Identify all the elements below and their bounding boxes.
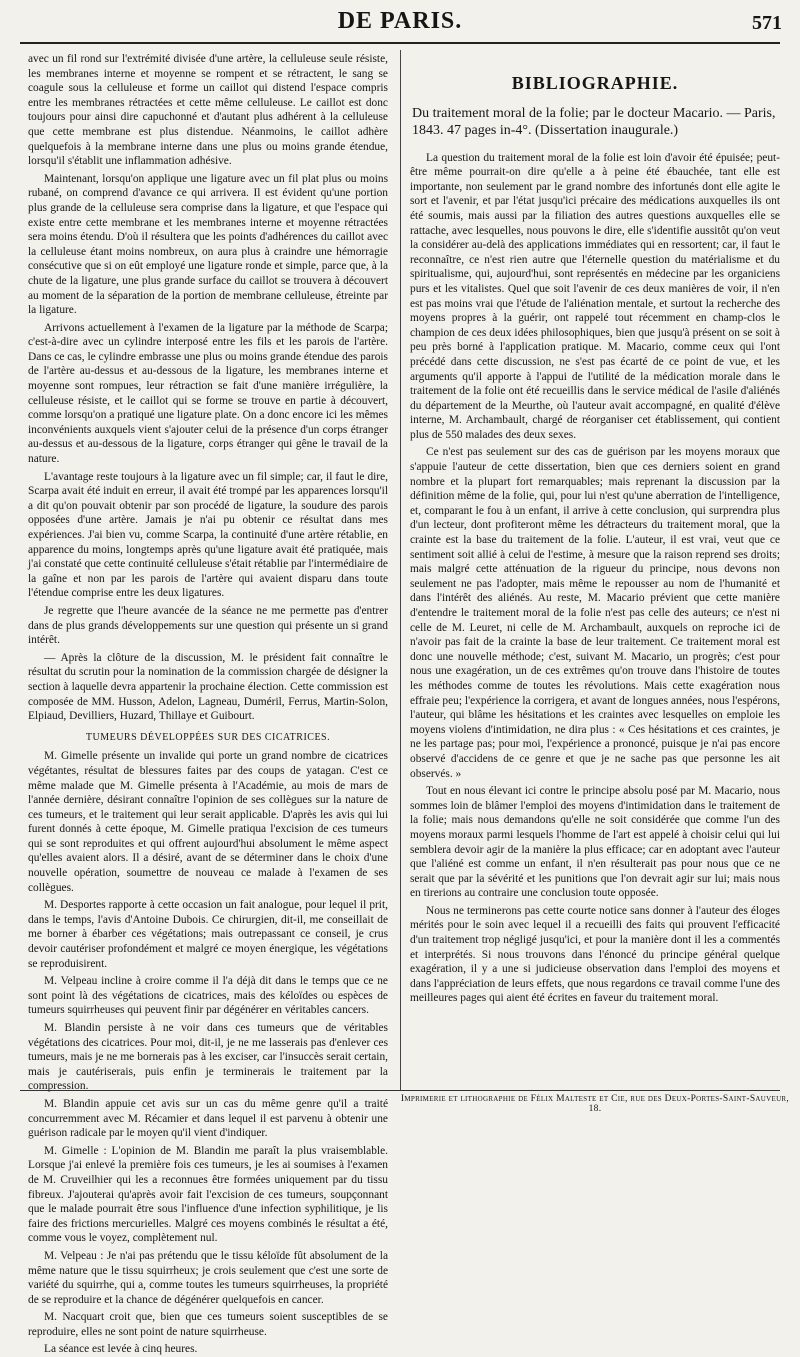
paragraph: La question du traitement moral de la folie est loin d'avoir été épuisée; peut-être même pourrait-on dire qu'elle a à peine été ébauchée, tant elle est importante, non seulement par le grand nombre des infortunés dont elle agite le sort et l'avenir, et par l'état jusqu'ici précaire des médications auxquelles ils ont été soumis, mais aussi par la filiation des autres questions auxquelles elle se rattache, avec lesquelles, nous pouvons le dire, elle s'identifie aussitôt qu'on veut la considérer au-delà des applications immédiates qui en ressortent; car, il faut le reconnaître, ce n'est rien autre que l'éternelle question du matérialisme et du spiritualisme, qui, aujourd'hui, sont représentés en médecine par les organiciens purs et les vitalistes. Quel que soit l'avenir de ces deux manières de voir, il n'en est pas moins vrai que l'étude de l'aliénation mentale, et surtout la recherche des moyens propres à la guérir, ont rappelé tout récemment en champ-clos le champion de ces deux idées philosophiques, bien que jusqu'à présent on se soit à peu près borné à l'application pratique. M. Macario, comme ceux qui l'ont précédé dans cette discussion, ne s'est pas écarté de ce point de vue, et les arguments qu'il apporte à l'appui de l'utilité de la médication morale dans le traitement de la folie ont été recueillis dans le service médical de l'asile d'aliénés du département de la Meurthe, où l'auteur avait accompagné, en qualité d'élève interne, M. Archambault, chargé de réorganiser cet établissement, qui contient plus de 550 malades des deux sexes. (410, 151, 780, 441)
left-column (28, 52, 388, 1356)
newspaper-title: DE PARIS. (337, 8, 463, 34)
session-end: La séance est levée à cinq heures. (44, 1343, 198, 1356)
printer-imprint: Imprimerie et lithographie de Félix Malteste et Cie, rue des Deux-Portes-Saint-Sauveur, 18. (400, 1094, 790, 1114)
column-divider (400, 50, 401, 1090)
page-header (0, 0, 800, 42)
section-heading: TUMEURS DÉVELOPPÉES SUR DES CICATRICES. (85, 731, 331, 743)
paragraph: Je regrette que l'heure avancée de la séance ne me permette pas d'entrer dans de plus grands développements sur une question qui présente un si grand intérêt. (28, 604, 388, 647)
paragraph: M. Gimelle présente un invalide qui porte un grand nombre de cicatrices végétantes, résultat de blessures faites par des coups de yatagan. C'est ce même malade que M. Gimelle présenta à l'Académie, au mois de mars de l'année dernière, désirant connaître l'opinion de ses collègues sur la nature de ces tumeurs, et le traitement qui leur serait applicable. D'après les avis qui lui furent donnés à cette époque, M. Gimelle pratiqua l'excision de ces tumeurs qui se sont reproduites et qui offrent aujourd'hui absolument le même aspect qu'elles avaient alors. Il a désiré, avant de se déterminer dans le choix d'une nouvelle opération, soumettre de nouveau ce malade à l'examen de ses collègues. (28, 750, 388, 894)
page-number: 571 (752, 12, 782, 34)
header-rule (20, 42, 780, 44)
paragraph: M. Gimelle : L'opinion de M. Blandin me paraît la plus vraisemblable. Lorsque j'ai enlevé la première fois ces tumeurs, je les ai soumises à l'examen de M. Cruveilhier qui les a reconnues être formées uniquement par du tissu fibreux. J'ajouterai qu'après avoir fait l'excision de ces tumeurs, soupçonnant que le malade pourrait être sous l'influence d'une infection syphilitique, je lis faire des frictions mercurielles. Malgré ces moyens combinés le résultat a été, comme vous le voyez, complètement nul. (28, 1144, 388, 1245)
paragraph: Maintenant, lorsqu'on applique une ligature avec un fil plat plus ou moins rubané, on comprend d'avance ce qui arrivera. Il est évident qu'une portion plus grande de la celluleuse sera comprise dans la ligature, et que l'espace qui existe entre cette membrane et les membranes interne et moyenne rétractées sera moins étendu. D'où il résultera que les points d'adhérences du caillot avec la celluleuse étant moins nombreux, on aura plus à craindre une hémorragie consécutive que si on eût employé une ligature ronde et simple, parce que, à la chute de la ligature, une plus grande surface du caillot se trouvera à découvert au moment de la séparation de la portion de membrane celluleuse, étreinte par la ligature. (28, 172, 388, 317)
paragraph: M. Blandin persiste à ne voir dans ces tumeurs que de véritables végétations des cicatrices. Pour moi, dit-il, je ne me lasserais pas d'enlever ces tumeurs, mais je ne me bornerais pas à les exciser, car l'insuccès serait certain, mais je cautériserais, puis enfin je terminerais le traitement par la compression. (28, 1022, 388, 1093)
section-heading: BIBLIOGRAPHIE. (511, 73, 679, 93)
book-reference: Du traitement moral de la folie; par le docteur Macario. — Paris, 1843. 47 pages in-4°. (Dissertation inaugurale.) (412, 105, 776, 138)
paragraph: M. Velpeau : Je n'ai pas prétendu que le tissu kéloïde fût absolument de la même nature que le tissu squirrheux; je crois seulement que c'est une sorte de variété du squirrhe, qui a, comme toutes les tumeurs squirrheuses, la propriété de se reproduire et la chance de dégénérer quelquefois en cancer. (28, 1249, 388, 1306)
paragraph: avec un fil rond sur l'extrémité divisée d'une artère, la celluleuse seule résiste, les membranes interne et moyenne se rompent et se rétractent, le sang se coagule sous la celluleuse et forme un caillot qui distend l'espace compris entre les membranes rétractées et cette même celluleuse. Le caillot est donc toujours pour ainsi dire capuchonné et d'autant plus adhérent à la celluleuse que cette membrane est plus distendue. Néanmoins, le caillot adhère quelquefois à la membrane interne dans une plus ou moins grande étendue, lorsqu'il s'établit une inflammation adhésive. (28, 53, 388, 168)
paragraph: L'avantage reste toujours à la ligature avec un fil simple; car, il faut le dire, Scarpa avait été induit en erreur, il avait été trompé par les apparences lorsqu'il a dit qu'on pouvait obtenir par son procédé de ligature, la soudure des parois opposées d'une artère. Jamais je n'ai pu obtenir ce résultat dans mes expériences. J'ai bien vu, comme Scarpa, la continuité d'une artère rétablie, en apparence du moins, longtemps après qu'une ligature avait été pratiquée, mais j'ai constaté que cette continuité celluleuse s'était rétablie par l'intermédiaire de la gaîne et non par les parois de l'artère qui avaient disparu dans toute l'étendue comprise entre les deux ligatures. (28, 470, 388, 600)
paragraph: — Après la clôture de la discussion, M. le président fait connaître le résultat du scrutin pour la nomination de la commission chargée de désigner la section à laquelle devra appartenir la prochaine élection. Cette commission est composée de MM. Husson, Adelon, Lagneau, Duméril, Ferrus, Martin-Solon, Elpiaud, Devilliers, Huzard, Thillaye et Guibourt. (28, 651, 388, 723)
footer-rule (20, 1090, 780, 1091)
right-column (410, 52, 780, 1092)
paragraph: M. Desportes rapporte à cette occasion un fait analogue, pour lequel il prit, dans le temps, l'avis d'Antoine Dubois. Ce chirurgien, dit-il, me conseillait de me borner à ébarber ces végétations; mais outrepassant ce conseil, je crus devoir cautériser profondément et malgré ce moyen énergique, les végétations se reproduisirent. (28, 899, 388, 970)
paragraph: M. Nacquart croit que, bien que ces tumeurs soient susceptibles de se reproduire, elles ne sont point de nature squirrheuse. (28, 1311, 388, 1338)
paragraph: Ce n'est pas seulement sur des cas de guérison par les moyens moraux que s'appuie l'auteur de cette dissertation, bien que ces derniers soient en grand nombre et la plupart fort remarquables; mais reprenant la discussion par la définition même de la folie, qui, pour lui n'est qu'une aberration de l'intelligence, et, comparant le fou à un enfant, il arrive à cette conclusion, qui surprendra plus d'un lecteur, dont profiteront même les détracteurs du traitement moral, que la crainte est la base du traitement de la folie. L'auteur, il est vrai, veut que ce sentiment soit allié à celui de l'estime, à mesure que la raison reprend ses droits; mais malgré cette atténuation de la rigueur du principe, nous devons non seulement ne pas l'adopter, mais même le repousser au nom de l'humanité et dans l'intérêt des aliénés. Au reste, M. Macario prévient que cette manière d'entendre le traitement moral de la folie n'est pas celle des auteurs; ce n'est ni celle de M. Leuret, ni celle de M. Archambault, auxquels on reproche ici de n'avoir pas fait de la crainte la base de leur traitement. Ce traitement moral est donc une nouvelle méthode; c'est, suivant M. Macario, un progrès; c'est pour nous une exagération, un de ces extrêmes qu'on trouve dans l'histoire de toutes les méthodes comme de toutes les révolutions. Mais cette exagération nous effraie peu; l'expérience la corrigera, et avant de longues années, nous l'espérons, l'auteur, qui blâme les hésitations et les craintes avec lesquelles on emploie les moyens violens d'intimidation, ne dira plus : « Ces hésitations et ces craintes, je ne les partage pas; pour moi, l'expérience a prononcé, puisque je n'ai pas encore observé d'accidens de ce genre et que je ne sache pas que personne les ait observés. » (410, 446, 780, 780)
paragraph: M. Blandin appuie cet avis sur un cas du même genre qu'il a traité concurremment avec M. Récamier et dans lequel il est parvenu à obtenir une guérison radicale par le moyen qu'il vient d'indiquer. (28, 1097, 388, 1140)
paragraph: M. Velpeau incline à croire comme il l'a déjà dit dans le temps que ce ne sont point là des végétations de cicatrices, mais des kéloïdes ou espèces de tumeurs squirrheuses qui peuvent finir par dégénérer en véritables cancers. (28, 975, 388, 1017)
paragraph: Tout en nous élevant ici contre le principe absolu posé par M. Macario, nous sommes loin de blâmer l'emploi des moyens d'intimidation dans le traitement de la folie; mais nous demandons qu'elle ne soit considérée que comme l'un des moyens moraux parmi lesquels l'homme de l'art est appelé à choisir celui qui lui semblera devoir agir de la manière la plus efficace; car en adoptant avec l'auteur que l'aliéné est comme un enfant, il n'en résulterait pas pour nous que ce ne serait que par la sévérité et les punitions que l'on devrait agir sur lui; mais nous en tirerions au contraire une conclusion toute opposée. (410, 785, 780, 900)
paragraph: Arrivons actuellement à l'examen de la ligature par la méthode de Scarpa; c'est-à-dire avec un cylindre interposé entre les fils et les parois de l'artère. Dans ce cas, le cylindre embrasse une plus ou moins grande étendue des parois de l'artère au-dessus et au-dessous de la ligature, les membranes interne et moyenne sont rompues, leur rétraction se fait d'une manière irrégulière, la celluleuse résiste, et le caillot qui se forme se trouve en partie à découvert, comme lorsqu'on a pratiqué une ligature plate. On a donc encore ici les mêmes inconvénients auxquels vient s'ajouter celui de la présence d'un corps étranger au-dessus et au-dessous de la ligature, corps étranger qui gêne le travail de la nature. (28, 321, 388, 466)
paragraph: Nous ne terminerons pas cette courte notice sans donner à l'auteur des éloges mérités pour le soin avec lequel il a recueilli des faits qui prouvent l'efficacité d'un traitement trop négligé jusqu'ici, et pour la manière dont il les a commentés et interprétés. Si nous trouvons dans l'énoncé du principe général quelque exagération, il y a une si judicieuse observation dans l'emploi des moyens et dans l'appréciation de leurs effets, que nous regardons ce travail comme l'une des meilleures pages qui aient été écrites en faveur du traitement moral. (410, 904, 780, 1005)
